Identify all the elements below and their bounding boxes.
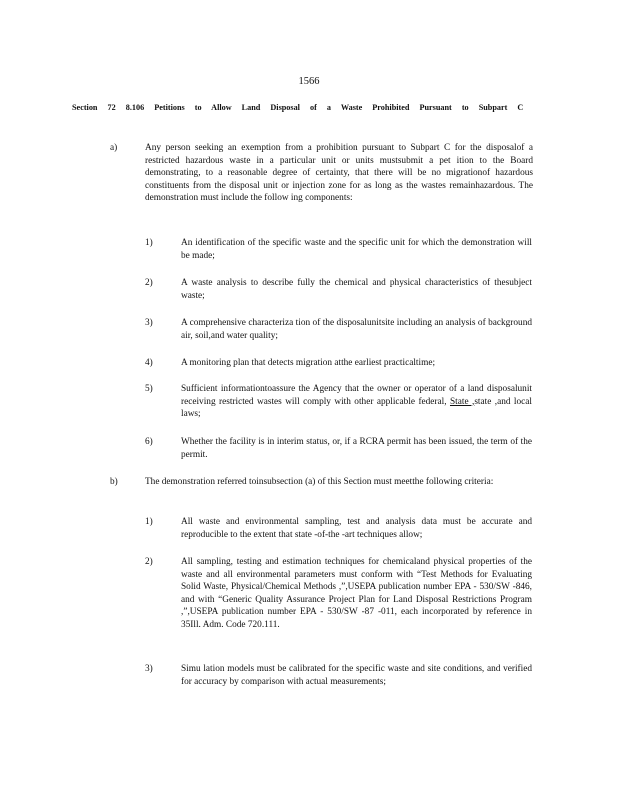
item-b1-text: All waste and environmental sampling, test and analysis data must be accurate and reproducible to the extent that state -of-the -art techniques allow; bbox=[181, 517, 532, 540]
subsection-a-label: a) bbox=[110, 143, 118, 153]
section-heading: Section 72 8.106 Petitions to Allow Land Disposal of a Waste Prohibited Pursuant to Subpart C bbox=[72, 103, 524, 112]
item-a5-text-end: state ,and local laws; bbox=[181, 396, 532, 420]
item-a2-text: A waste analysis to describe fully the chemical and physical characteristics of thesubject waste; bbox=[181, 278, 532, 301]
item-a3-text: A comprehensive characteriza tion of the disposalunitsite including an analysis of background air, soil,and water quality; bbox=[181, 318, 532, 341]
item-a3-label: 3) bbox=[145, 318, 153, 328]
page-number: 1566 bbox=[298, 76, 320, 87]
item-a1-label: 1) bbox=[145, 238, 153, 248]
item-a6-label: 6) bbox=[145, 437, 153, 447]
item-a2-label: 2) bbox=[145, 278, 153, 288]
subsection-a-text: Any person seeking an exemption from a prohibition pursuant to Subpart C for the disposalof a restricted hazardous waste in a particular unit or units mustsubmit a pet ition to the Board demonstrating, to a reasonable degree of certainty, that there will be no migrationof hazardous constituents from the disposal unit or injection zone for as long as the wastes remainhazardous. The demonstration must include the follow ing components: bbox=[145, 143, 533, 204]
subsection-b-label: b) bbox=[110, 477, 118, 487]
item-a4-text: A monitoring plan that detects migration atthe earliest practicaltime; bbox=[181, 358, 436, 368]
item-a5-text bbox=[181, 383, 532, 421]
subsection-b-text: The demonstration referred toinsubsection (a) of this Section must meetthe following criteria: bbox=[145, 477, 494, 487]
item-a1-text: An identification of the specific waste and the specific unit for which the demonstration will be made; bbox=[181, 238, 532, 261]
item-a5-underlined-text: State , bbox=[449, 396, 475, 407]
item-b3-text: Simu lation models must be calibrated for the specific waste and site conditions, and verified for accuracy by comparison with actual measurements; bbox=[181, 664, 532, 687]
item-b2-label: 2) bbox=[145, 557, 153, 567]
item-a4-label: 4) bbox=[145, 358, 153, 368]
item-a6-text: Whether the facility is in interim status, or, if a RCRA permit has been issued, the term of the permit. bbox=[181, 437, 532, 460]
item-a5-label: 5) bbox=[145, 384, 153, 394]
item-b2-text: All sampling, testing and estimation techniques for chemicaland physical properties of the waste and all environmental parameters must conform with “Test Methods for Evaluating Solid Waste, Physical/Chemical Methods ,”,USEPA publication number EPA - 530/SW -846, and with “Generic Quality Assurance Project Plan for Land Disposal Restrictions Program ,”,USEPA publication number EPA - 530/SW -87 -011, each incorporated by reference in 35Ill. Adm. Code 720.111. bbox=[181, 557, 532, 630]
item-a5-text-start: Sufficient informationtoassure the Agency that the owner or operator of a land disposalunit receiving restricted wastes will comply with other applicable federal, bbox=[181, 384, 532, 407]
item-b3-label: 3) bbox=[145, 664, 153, 674]
item-b1-label: 1) bbox=[145, 517, 153, 527]
